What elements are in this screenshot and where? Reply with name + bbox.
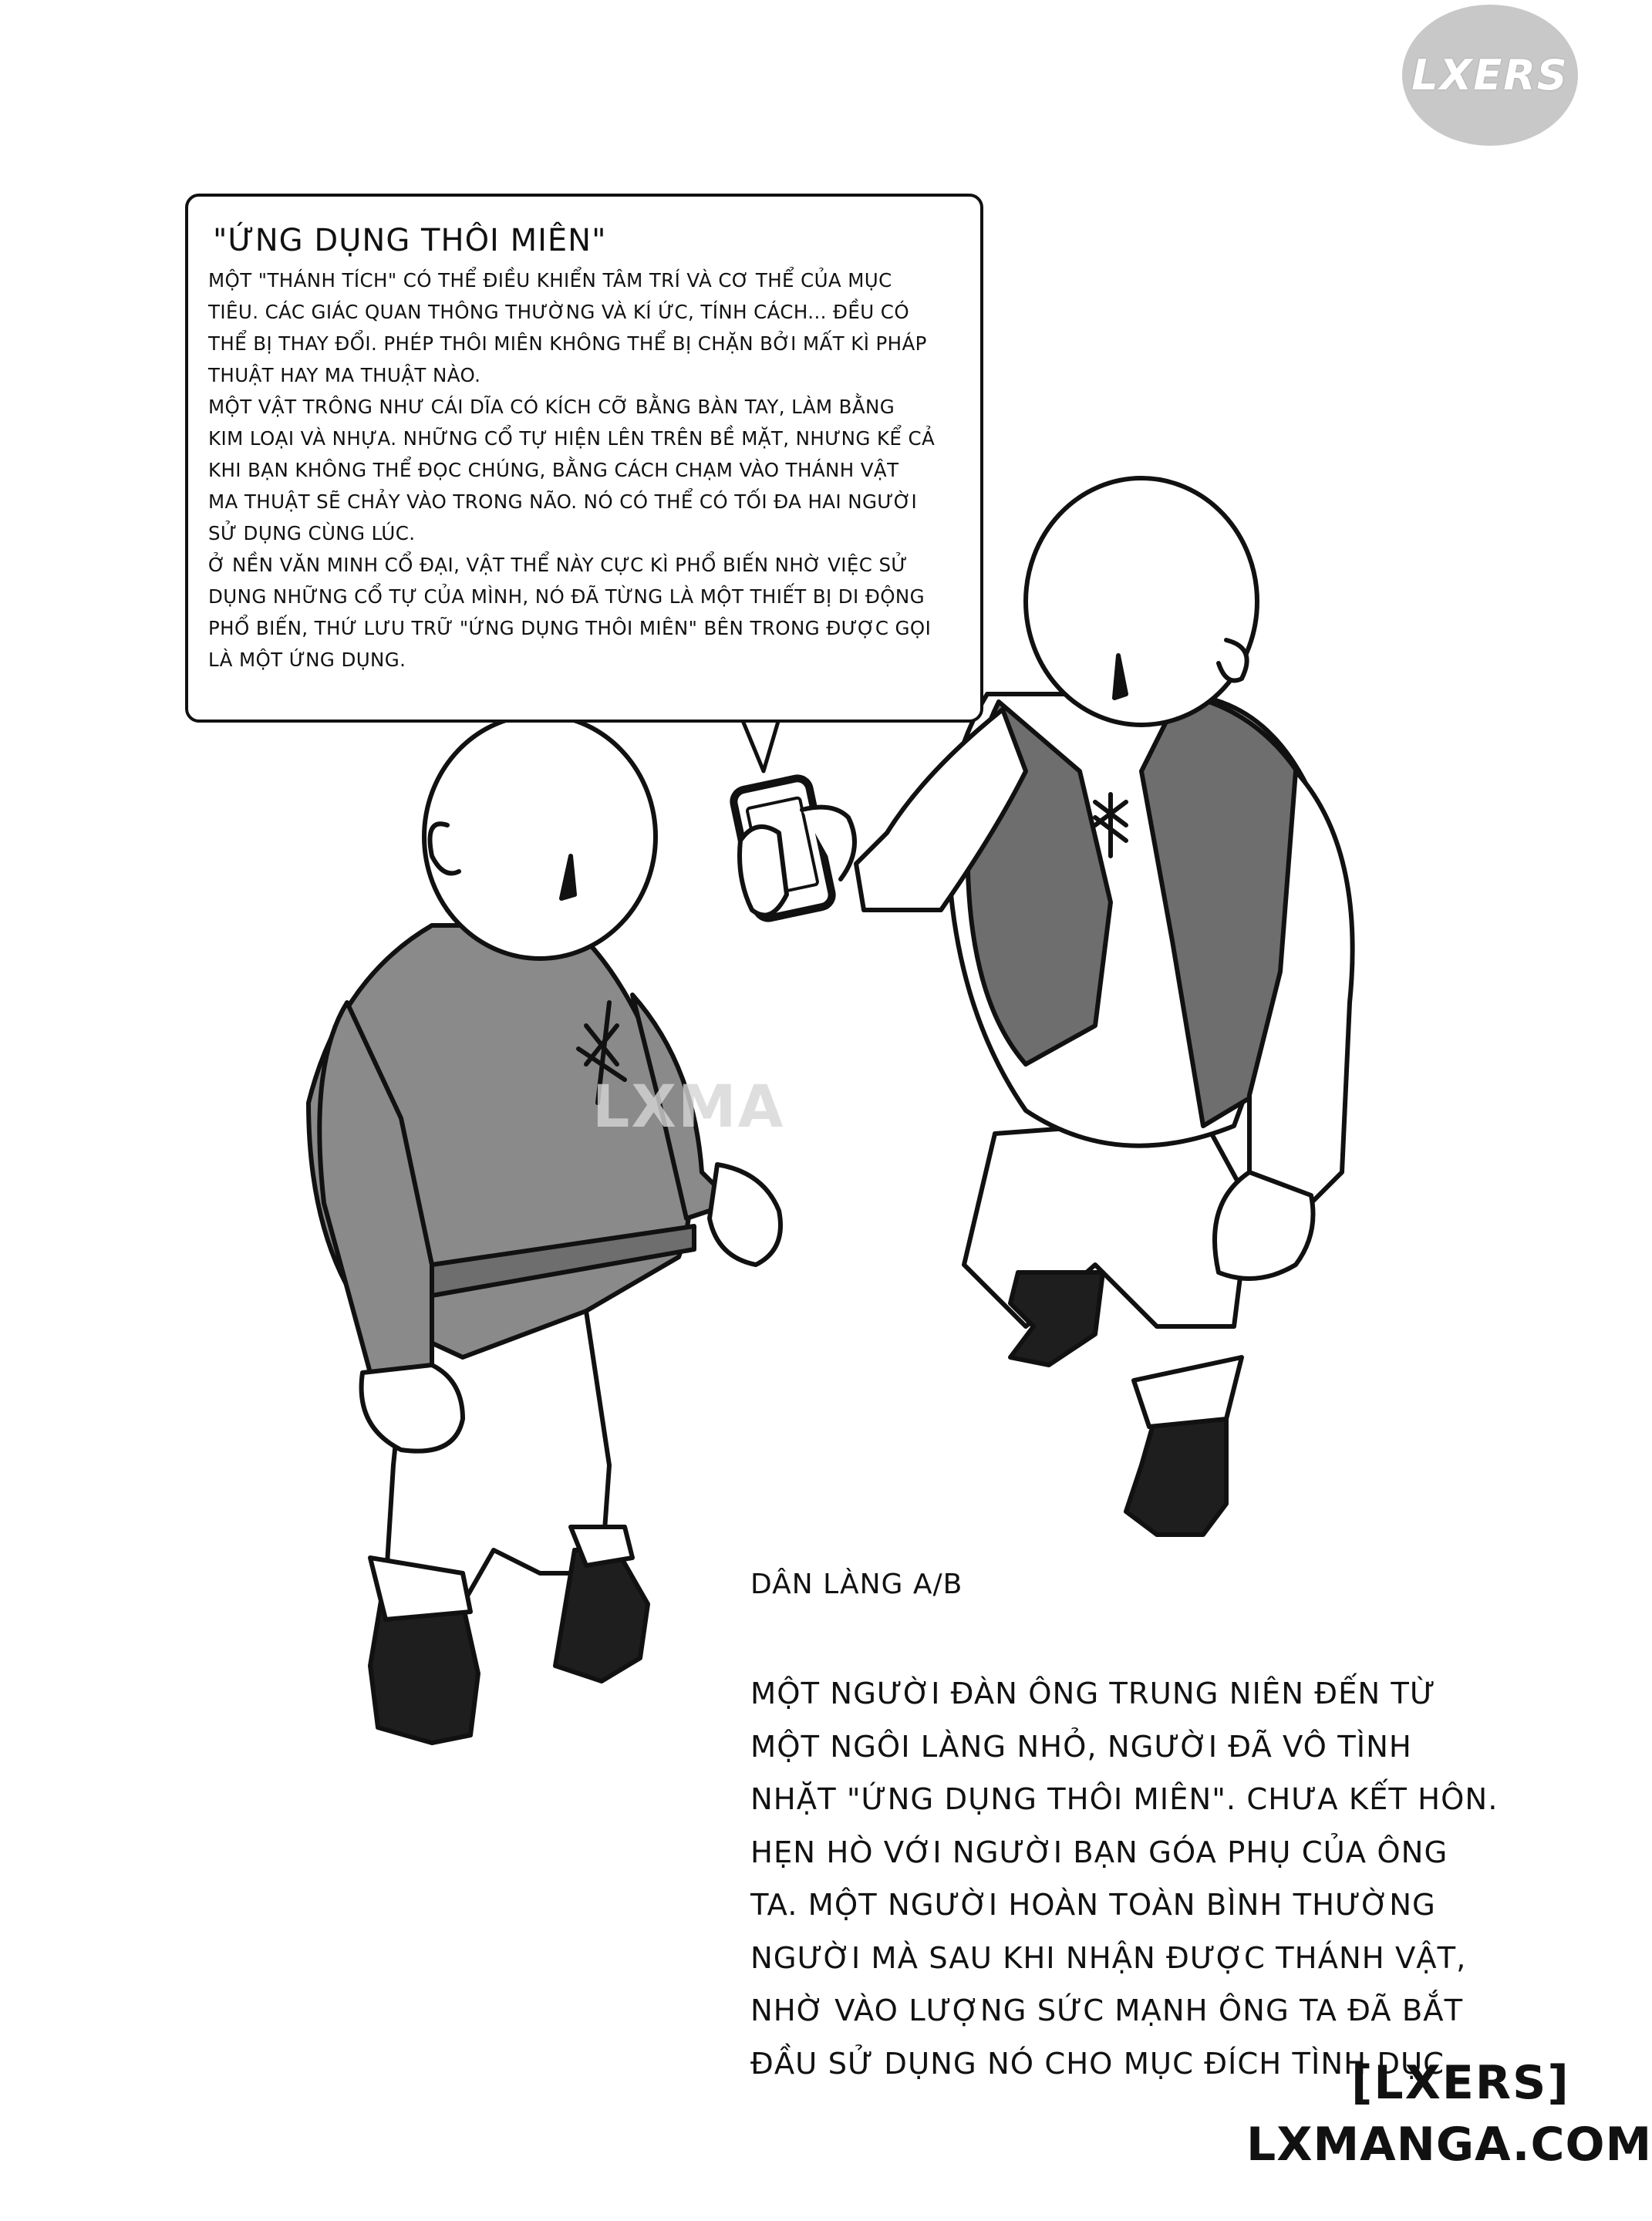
caption-line: HẸN HÒ VỚI NGƯỜI BẠN GÓA PHỤ CỦA ÔNG — [750, 1835, 1448, 1870]
lxmanga-watermark: LXMA — [592, 1072, 785, 1141]
villager-a — [308, 715, 780, 1743]
bubble-line: DỤNG NHỮNG CỔ TỰ CỦA MÌNH, NÓ ĐÃ TỪNG LÀ MỘT THIẾT BỊ DI ĐỘNG — [208, 585, 925, 608]
bubble-line: KIM LOẠI VÀ NHỰA. NHỮNG CỔ TỰ HIỆN LÊN TRÊN BỀ MẶT, NHƯNG KỂ CẢ — [208, 427, 936, 450]
credit-site: LXMANGA.COM — [1246, 2118, 1652, 2172]
caption-line: ĐẦU SỬ DỤNG NÓ CHO MỤC ĐÍCH TÌNH DỤC. — [750, 2046, 1455, 2081]
bubble-line: PHỔ BIẾN, THỨ LƯU TRỮ "ỨNG DỤNG THÔI MIÊN" BÊN TRONG ĐƯỢC GỌI — [208, 617, 932, 639]
bubble-line: MA THUẬT SẼ CHẢY VÀO TRONG NÃO. NÓ CÓ THỂ CÓ TỐI ĐA HAI NGƯỜI — [208, 490, 918, 513]
caption-line: TA. MỘT NGƯỜI HOÀN TOÀN BÌNH THƯỜNG — [750, 1888, 1436, 1923]
bubble-line: TIÊU. CÁC GIÁC QUAN THÔNG THƯỜNG VÀ KÍ ỨC, TÍNH CÁCH... ĐỀU CÓ — [208, 301, 910, 323]
caption-line: NGƯỜI MÀ SAU KHI NHẬN ĐƯỢC THÁNH VẬT, — [750, 1940, 1467, 1976]
bubble-line: SỬ DỤNG CÙNG LÚC. — [208, 522, 416, 544]
bubble-tail — [742, 719, 779, 771]
info-speech-bubble — [185, 194, 983, 723]
bubble-title: "ỨNG DỤNG THÔI MIÊN" — [213, 223, 607, 258]
caption-title: DÂN LÀNG A/B — [750, 1569, 963, 1600]
caption-body — [750, 1668, 1553, 2091]
credit-brand: [LXERS] — [1351, 2056, 1570, 2110]
bubble-line: Ở NỀN VĂN MINH CỔ ĐẠI, VẬT THỂ NÀY CỰC KÌ PHỔ BIẾN NHỜ VIỆC SỬ — [208, 554, 908, 576]
bubble-line: LÀ MỘT ỨNG DỤNG. — [208, 649, 406, 671]
caption-line: MỘT NGÔI LÀNG NHỎ, NGƯỜI ĐÃ VÔ TÌNH — [750, 1729, 1412, 1764]
bubble-line: THỂ BỊ THAY ĐỔI. PHÉP THÔI MIÊN KHÔNG THỂ BỊ CHẶN BỞI MẤT KÌ PHÁP — [208, 332, 927, 355]
bubble-line: THUẬT HAY MA THUẬT NÀO. — [208, 364, 481, 386]
logo-text: LXERS — [1411, 51, 1569, 99]
bubble-line: MỘT "THÁNH TÍCH" CÓ THỂ ĐIỀU KHIỂN TÂM TRÍ VÀ CƠ THỂ CỦA MỤC — [208, 269, 892, 292]
caption-line: NHẶT "ỨNG DỤNG THÔI MIÊN". CHƯA KẾT HÔN. — [750, 1782, 1499, 1817]
bubble-line: MỘT VẬT TRÔNG NHƯ CÁI DĨA CÓ KÍCH CỠ BẰNG BÀN TAY, LÀM BẰNG — [208, 396, 895, 418]
hypnosis-phone-device — [731, 776, 855, 920]
caption-line: NHỜ VÀO LƯỢNG SỨC MẠNH ÔNG TA ĐÃ BẮT — [750, 1994, 1464, 2028]
bubble-line: KHI BẠN KHÔNG THỂ ĐỌC CHÚNG, BẰNG CÁCH CHẠM VÀO THÁNH VẬT — [208, 459, 899, 481]
caption-line: MỘT NGƯỜI ĐÀN ÔNG TRUNG NIÊN ĐẾN TỪ — [750, 1677, 1436, 1711]
